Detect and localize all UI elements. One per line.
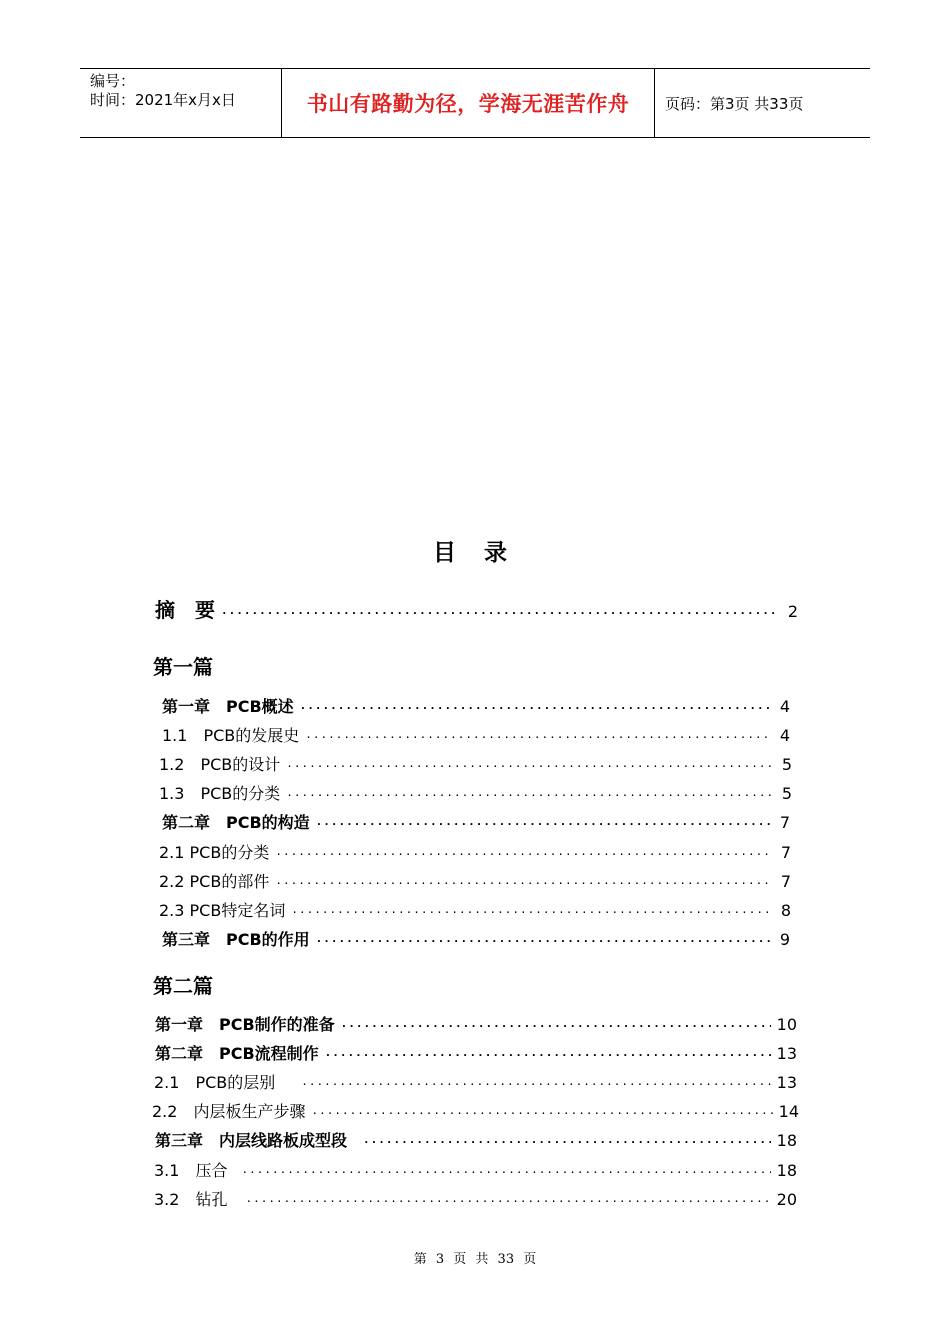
toc-entry-page: 7 <box>780 872 791 891</box>
header-slogan: 书山有路勤为径，学海无涯苦作舟 <box>306 92 630 116</box>
toc-leader-dots <box>311 1107 772 1120</box>
toc-entry-label: 摘 要 <box>155 598 215 622</box>
toc-entry-page: 5 <box>781 784 792 803</box>
toc-entry-page: 4 <box>779 697 790 716</box>
toc-entry-page: 7 <box>779 813 790 832</box>
toc-title: 目 录 <box>432 540 517 566</box>
toc-leader-dots <box>245 1195 770 1208</box>
part1-title: 第一篇 <box>153 655 213 679</box>
toc-entry-page: 20 <box>776 1190 797 1209</box>
toc-entry[interactable] <box>162 927 790 951</box>
toc-leader-dots <box>275 877 771 890</box>
toc-leader-dots <box>291 906 771 919</box>
toc-leader-dots <box>305 731 770 744</box>
toc-entry-label: 第三章 内层线路板成型段 <box>155 1131 348 1150</box>
document-header <box>80 68 870 138</box>
toc-entry[interactable] <box>159 898 791 922</box>
toc-leader-dots <box>316 818 770 831</box>
toc-leader-dots <box>325 1049 771 1062</box>
toc-entry[interactable] <box>159 781 792 805</box>
toc-entry-label: 1.1 PCB的发展史 <box>162 726 300 745</box>
toc-entry-abstract[interactable] <box>155 594 798 622</box>
toc-entry[interactable] <box>155 1041 797 1065</box>
toc-entry-page: 4 <box>779 726 790 745</box>
toc-entry[interactable] <box>152 1099 799 1123</box>
toc-entry[interactable] <box>154 1158 797 1182</box>
toc-leader-dots <box>316 935 770 948</box>
toc-entry[interactable] <box>155 1012 797 1036</box>
toc-entry[interactable] <box>159 752 792 776</box>
toc-leader-dots <box>275 848 771 861</box>
toc-leader-dots <box>300 702 770 715</box>
toc-entry-page: 10 <box>776 1015 797 1034</box>
time-label: 时间：2021年x月x日 <box>90 91 236 109</box>
page-info-text: 页码：第3页 共33页 <box>665 94 804 113</box>
toc-entry[interactable] <box>154 1070 797 1094</box>
toc-entry-page: 8 <box>780 901 791 920</box>
toc-entry-label: 第三章 PCB的作用 <box>162 930 310 949</box>
toc-entry-label: 2.3 PCB特定名词 <box>159 901 286 920</box>
toc-entry-label: 2.2 PCB的部件 <box>159 872 270 891</box>
toc-entry[interactable] <box>159 840 791 864</box>
toc-entry-page: 14 <box>778 1102 799 1121</box>
toc-entry-page: 9 <box>779 930 790 949</box>
toc-leader-dots <box>221 607 778 620</box>
toc-entry-page: 13 <box>776 1044 797 1063</box>
toc-leader-dots <box>301 1078 770 1091</box>
toc-entry-label: 第一章 PCB概述 <box>162 697 294 716</box>
toc-leader-dots <box>241 1166 770 1179</box>
toc-entry-label: 第二章 PCB流程制作 <box>155 1044 319 1063</box>
toc-entry-label: 第一章 PCB制作的准备 <box>155 1015 335 1034</box>
toc-leader-dots <box>286 760 772 773</box>
toc-entry-label: 第二章 PCB的构造 <box>162 813 310 832</box>
toc-entry-label: 2.2 内层板生产步骤 <box>152 1102 306 1121</box>
toc-entry-page: 5 <box>781 755 792 774</box>
toc-entry-page: 7 <box>780 843 791 862</box>
toc-leader-dots <box>341 1020 771 1033</box>
toc-entry-label: 1.2 PCB的设计 <box>159 755 281 774</box>
toc-entry-label: 3.2 钻孔 <box>154 1190 228 1209</box>
header-page-info <box>655 69 870 137</box>
toc-entry-page: 18 <box>776 1131 797 1150</box>
page-footer: 第 3 页 共 33 页 <box>413 1252 537 1267</box>
toc-entry[interactable] <box>159 869 791 893</box>
toc-entry-label: 1.3 PCB的分类 <box>159 784 281 803</box>
part2-title: 第二篇 <box>153 974 213 998</box>
toc-entry-page: 2 <box>787 602 798 621</box>
toc-entry[interactable] <box>154 1187 797 1211</box>
toc-entry[interactable] <box>155 1128 797 1152</box>
toc-entry[interactable] <box>162 810 790 834</box>
toc-leader-dots <box>363 1136 771 1149</box>
header-slogan-cell <box>282 69 655 137</box>
toc-leader-dots <box>286 789 772 802</box>
toc-entry-label: 2.1 PCB的分类 <box>159 843 270 862</box>
number-label: 编号： <box>90 72 136 90</box>
toc-entry[interactable] <box>162 694 790 718</box>
toc-entry-page: 13 <box>776 1073 797 1092</box>
header-meta <box>80 69 282 137</box>
toc-entry[interactable] <box>162 723 790 747</box>
toc-entry-page: 18 <box>776 1161 797 1180</box>
toc-entry-label: 3.1 压合 <box>154 1161 228 1180</box>
toc-entry-label: 2.1 PCB的层别 <box>154 1073 276 1092</box>
